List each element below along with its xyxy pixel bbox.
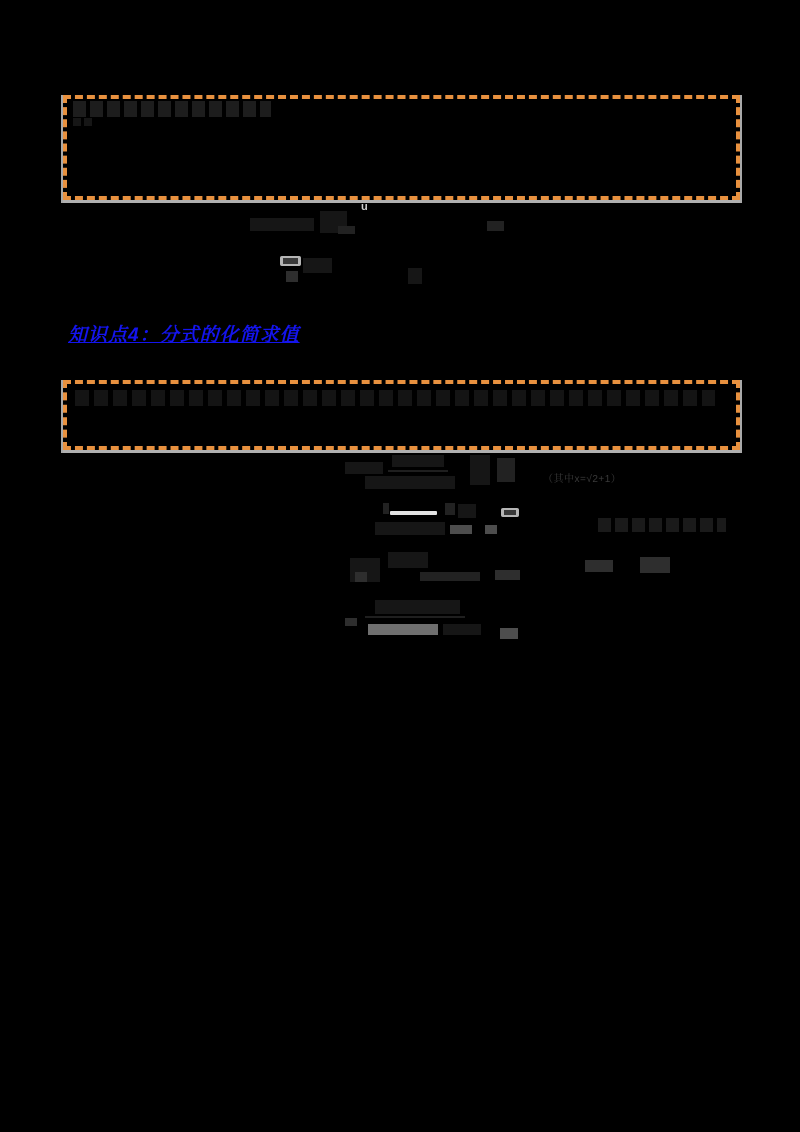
faint-math-blob (458, 504, 476, 518)
faint-math-blob (420, 572, 480, 581)
faint-math-blob (375, 600, 460, 614)
condition-fragment: （其中x=√2+1） (543, 474, 622, 485)
faint-math-blob (485, 525, 497, 534)
fraction-bar (388, 470, 448, 472)
faint-math-blob (495, 570, 520, 580)
faint-math-blob (365, 476, 455, 489)
faint-math-blob (640, 557, 670, 573)
highlight-box-small (280, 256, 301, 266)
illegible-text-line (75, 390, 715, 406)
faint-math-blob (500, 628, 518, 639)
illegible-text-line (598, 518, 726, 532)
faint-math-blob (445, 503, 455, 515)
faint-math-blob (487, 221, 504, 231)
faint-math-blob (368, 624, 438, 635)
fraction-bar-light (390, 511, 437, 515)
fraction-bar (365, 616, 465, 618)
faint-math-blob (392, 455, 444, 467)
faint-math-blob (443, 624, 481, 635)
note-box-1 (63, 95, 740, 200)
faint-math-blob (303, 258, 332, 273)
faint-math-blob (355, 572, 367, 582)
faint-math-blob (383, 503, 389, 514)
faint-math-blob (408, 268, 422, 284)
section-heading: 知识点4：分式的化简求值 (68, 325, 300, 346)
faint-math-blob (388, 552, 428, 568)
faint-glyph-u: u (361, 201, 368, 213)
equals-sign-faint (345, 618, 357, 626)
highlight-box-small (501, 508, 519, 517)
faint-math-blob (470, 455, 490, 485)
faint-math-blob (585, 560, 613, 572)
faint-math-blob (497, 458, 515, 482)
faint-math-blob (338, 226, 355, 234)
faint-math-blob (450, 525, 472, 534)
faint-math-blob (286, 271, 298, 282)
note-box-2 (63, 380, 740, 450)
faint-math-blob (345, 462, 383, 474)
illegible-text-line (73, 101, 271, 117)
illegible-text-line (73, 118, 95, 126)
faint-math-blob (375, 522, 445, 535)
faint-math-blob (250, 218, 314, 231)
